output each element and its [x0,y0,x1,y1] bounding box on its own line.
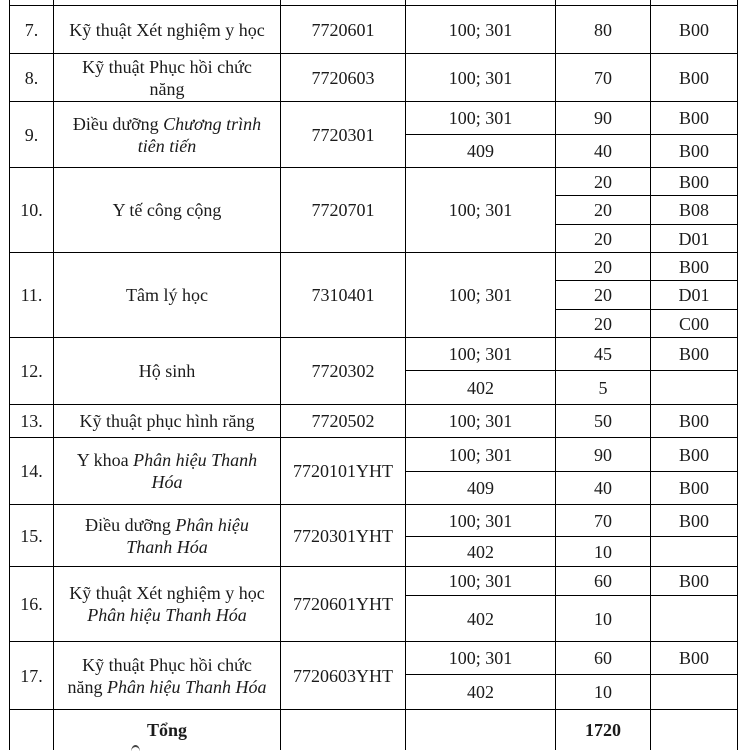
cell-major-code: 7720302 [281,338,406,405]
major-name-text: Kỹ thuật Xét nghiệm y học [69,19,265,40]
cell-combo [651,675,738,710]
cell-method: 409 [406,472,556,505]
cell-combo: B00 [651,642,738,675]
cell-combo: B00 [651,338,738,371]
major-name-italic-text: Phân hiệu Thanh Hóa [107,676,267,697]
table-row-7 [10,6,738,54]
table-row-15-sub1 [10,505,738,537]
table-row-11-sub1 [10,253,738,281]
cell-quota: 20 [556,281,651,310]
cell-major-code: 7720301YHT [281,505,406,567]
cell-major-name [54,567,281,642]
cell-quota: 20 [556,196,651,225]
cell-stt: 12. [10,338,54,405]
cell-major-name [54,642,281,710]
cell-method-total [406,710,556,750]
cell-quota: 80 [556,6,651,54]
cell-major-code: 7720301 [281,102,406,168]
major-name-italic-text: Phân hiệu Thanh Hóa [126,514,249,557]
major-name-text: Kỹ thuật phục hình răng [79,411,255,431]
table-row-10-sub1 [10,168,738,196]
cell-quota: 20 [556,225,651,253]
major-name-italic-text: Phân hiệu Thanh Hóa [87,605,247,625]
cell-method: 402 [406,675,556,710]
cell-major-name [54,168,281,253]
cell-stt: 17. [10,642,54,710]
cell-combo: B00 [651,472,738,505]
cell-combo: C00 [651,310,738,338]
cell-method: 100; 301 [406,6,556,54]
cell-major-code: 7720601 [281,6,406,54]
cell-quota: 20 [556,310,651,338]
major-name-text: Y khoa [76,450,134,470]
cell-quota: 10 [556,537,651,567]
major-name-text: Kỹ thuật Xét nghiệm y học [69,583,265,603]
cell-stt: 10. [10,168,54,253]
cell-combo: B00 [651,567,738,596]
major-name-text: Điều dưỡng [72,113,164,134]
table-row-13 [10,405,738,438]
cell-major-code: 7720502 [281,405,406,438]
cell-combo: B00 [651,405,738,438]
cell-quota: 60 [556,642,651,675]
cell-stt-total [10,710,54,750]
table-row-17-sub1 [10,642,738,675]
cell-major-name [54,102,281,168]
cell-combo: B00 [651,135,738,168]
cell-combo-total [651,710,738,750]
cell-major-name [54,438,281,505]
cell-method: 100; 301 [406,338,556,371]
cell-method: 100; 301 [406,505,556,537]
cell-quota: 5 [556,371,651,405]
cell-quota: 40 [556,135,651,168]
cell-method: 402 [406,371,556,405]
cell-method: 402 [406,596,556,642]
table-row-12-sub1 [10,338,738,371]
cell-stt: 8. [10,54,54,102]
cell-method: 100; 301 [406,642,556,675]
major-name-italic-text: Chương trình tiên tiến [137,113,262,156]
cell-combo: B00 [651,253,738,281]
cell-stt: 15. [10,505,54,567]
cell-major-name [54,6,281,54]
major-name-text: Y tế công cộng [112,200,222,220]
cell-quota: 60 [556,567,651,596]
cell-quota: 20 [556,168,651,196]
cell-major-code: 7720601YHT [281,567,406,642]
cell-combo: B00 [651,505,738,537]
cell-quota: 10 [556,675,651,710]
cell-total-label: Tổng [54,710,281,750]
cell-quota: 90 [556,438,651,472]
major-name-text: Kỹ thuật Phục hồi chức năng [67,654,252,697]
major-name-italic-text: Phân hiệu Thanh Hóa [133,450,258,492]
cell-method: 100; 301 [406,405,556,438]
cell-major-code: 7720603YHT [281,642,406,710]
cell-major-code: 7310401 [281,253,406,338]
cell-quota: 20 [556,253,651,281]
admissions-table [9,0,738,750]
table-row-total [10,710,738,750]
cell-quota: 50 [556,405,651,438]
cell-method: 409 [406,135,556,168]
major-name-text: Hộ sinh [138,361,196,381]
table-row-9-sub1 [10,102,738,135]
cell-quota: 70 [556,54,651,102]
table-row-16-sub1 [10,567,738,596]
cell-method: 100; 301 [406,102,556,135]
cell-stt: 13. [10,405,54,438]
cell-major-code: 7720603 [281,54,406,102]
cell-stt: 16. [10,567,54,642]
cell-combo [651,596,738,642]
cell-total-value: 1720 [556,710,651,750]
cell-quota: 70 [556,505,651,537]
cell-stt: 14. [10,438,54,505]
cell-combo: B00 [651,6,738,54]
cell-major-name [54,338,281,405]
cell-major-code-total [281,710,406,750]
cell-method: 100; 301 [406,253,556,338]
cell-combo [651,371,738,405]
major-name-text: Kỹ thuật Phục hồi chức năng [82,56,252,99]
cell-combo: D01 [651,225,738,253]
cell-stt: 11. [10,253,54,338]
cell-quota: 45 [556,338,651,371]
cell-major-name [54,405,281,438]
table-row-14-sub1 [10,438,738,472]
cell-combo: D01 [651,281,738,310]
table-row-8 [10,54,738,102]
cell-major-name [54,54,281,102]
cell-method: 100; 301 [406,168,556,253]
major-name-text: Tâm lý học [126,285,208,305]
cell-combo: B00 [651,54,738,102]
cell-method: 402 [406,537,556,567]
cell-combo: B00 [651,168,738,196]
cell-stt: 9. [10,102,54,168]
cell-method: 100; 301 [406,438,556,472]
cell-major-name [54,505,281,567]
cell-combo: B08 [651,196,738,225]
cell-quota: 10 [556,596,651,642]
cell-quota: 90 [556,102,651,135]
cell-method: 100; 301 [406,567,556,596]
cell-combo [651,537,738,567]
cell-major-name [54,253,281,338]
cell-major-code: 7720701 [281,168,406,253]
cell-combo: B00 [651,102,738,135]
cell-major-code: 7720101YHT [281,438,406,505]
major-name-text: Điều dưỡng [85,514,176,535]
cell-combo: B00 [651,438,738,472]
cell-stt: 7. [10,6,54,54]
cell-method: 100; 301 [406,54,556,102]
cell-quota: 40 [556,472,651,505]
